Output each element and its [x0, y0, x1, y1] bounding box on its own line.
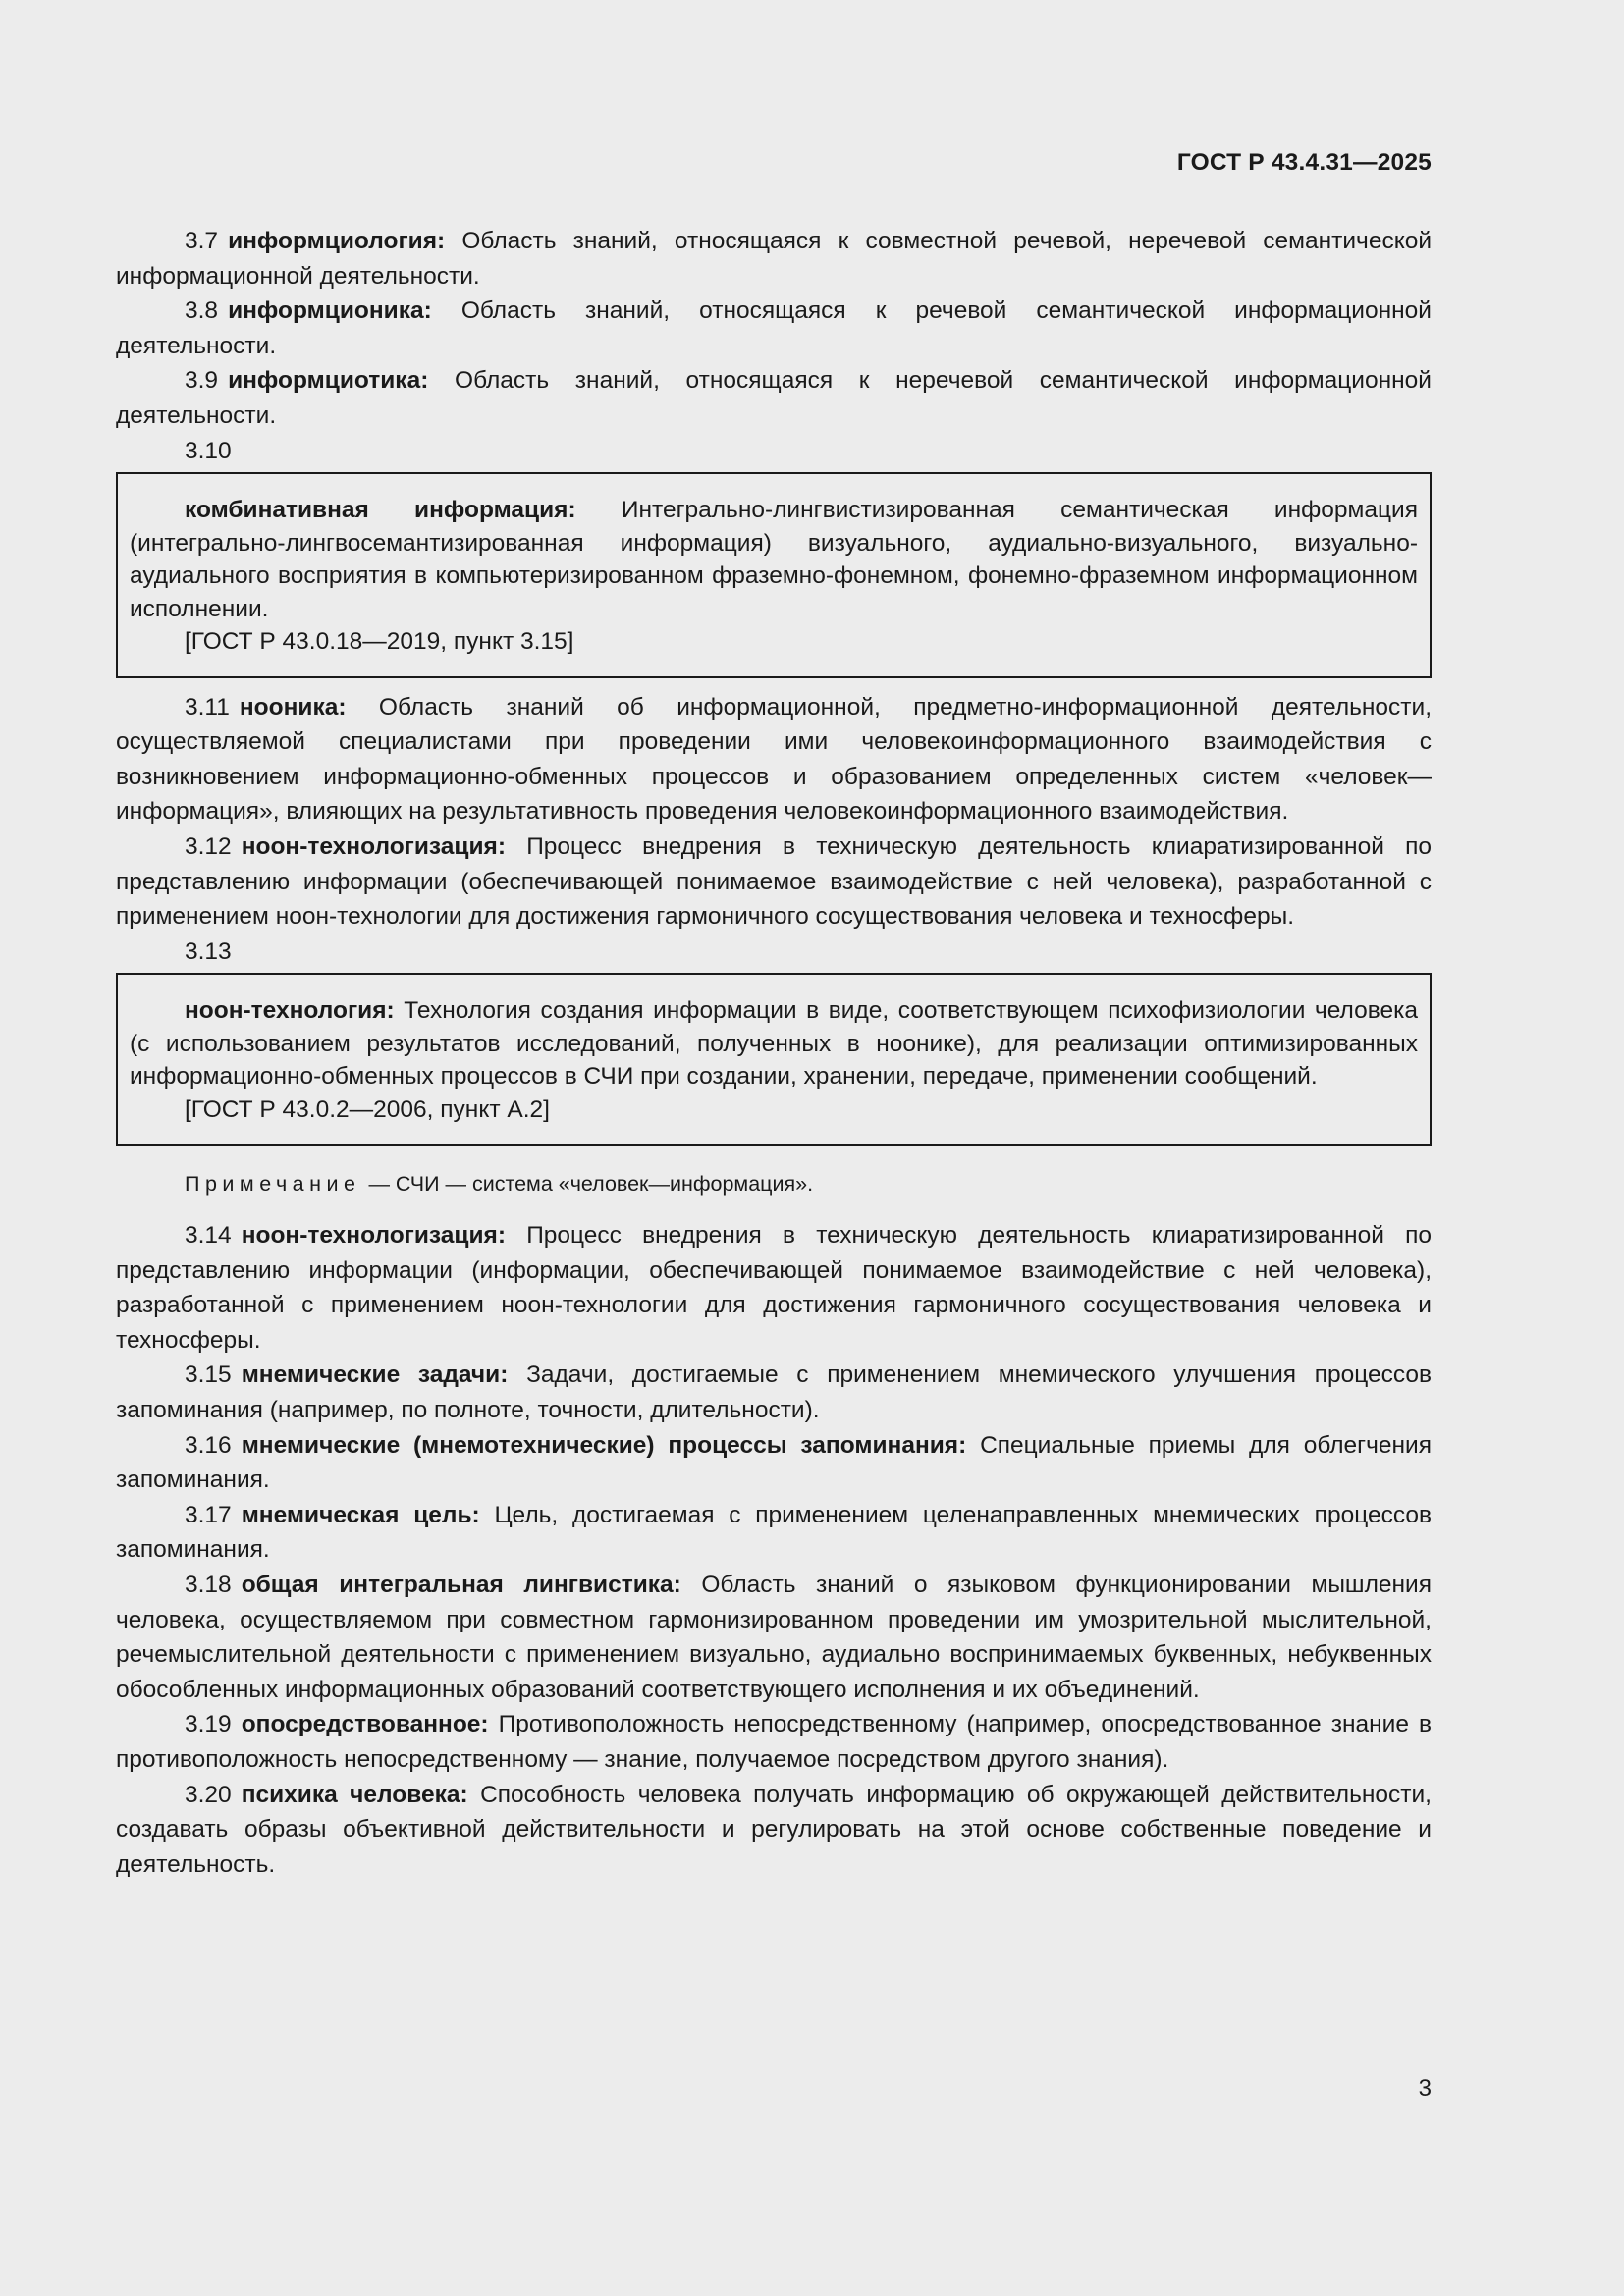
quoted-term-box [116, 472, 1432, 678]
boxed-term-number: 3.10 [185, 437, 232, 464]
term-entry [116, 1498, 1432, 1568]
quoted-term-box [116, 973, 1432, 1146]
term-definition: Область знаний о языковом функционировании мышления человека, осуществляемом при совместном гармонизированном проведении им умозрительной мыслительной, речемыслительной деятельности с применением визуально, аудиально воспринимаемых буквенных, небуквенных обособленных информационных образований соответствующего исполнения и их объединений. [116, 1571, 1432, 1703]
term-definition: Область знаний об информационной, предметно-информационной деятельности, осуществляемой специалистами при проведении ими человекоинформационного взаимодействия с возникновением информационно-обменных процессов и образованием определенных систем «человек—информация», влияющих на результативность проведения человекоинформационного взаимодействия. [116, 693, 1432, 826]
term-definition: Противоположность непосредственному (например, опосредствованное знание в противоположность непосредственному — знание, получаемое посредством другого знания). [116, 1711, 1433, 1773]
term-definition: Технология создания информации в виде, соответствующем психофизиологии человека (с использованием результатов исследований, полученных в ноонике), для реализации оптимизированных информационно-обменных процессов в СЧИ при создании, хранении, передаче, применении сообщений. [130, 997, 1418, 1091]
term-entry [116, 829, 1432, 934]
document-id-header: ГОСТ Р 43.4.31—2025 [1176, 149, 1432, 176]
term-name: ноон-технологизация: [241, 833, 506, 861]
term-number: 3.8 [185, 297, 219, 325]
term-name: общая интегральная лингвистика: [241, 1571, 681, 1598]
note-text: — СЧИ — система «человек—информация». [368, 1172, 814, 1197]
term-name: психика человека: [241, 1781, 468, 1808]
term-name: нооника: [239, 693, 347, 721]
boxed-term-number: 3.13 [185, 937, 232, 965]
term-entry [116, 690, 1432, 829]
terms-section [116, 224, 1432, 1882]
term-name: ноон-технология: [185, 997, 395, 1025]
term-number: 3.17 [185, 1501, 232, 1528]
term-definition: Процесс внедрения в техническую деятельность клиаратизированной по представлению информации (информации, обеспечивающей понимаемое взаимодействие с ней человека), разработанной с применением ноон-технологии для достижения гармоничного сосуществования человека и техносферы. [116, 1222, 1432, 1354]
term-name: мнемическая цель: [241, 1501, 480, 1528]
term-definition: Область знаний, относящаяся к совместной речевой, неречевой семантической информационной деятельности. [116, 228, 1433, 290]
term-entry [116, 1778, 1432, 1883]
term-number: 3.19 [185, 1711, 232, 1738]
term-entry [116, 1707, 1432, 1777]
term-number: 3.14 [185, 1222, 232, 1249]
term-definition: Задачи, достигаемые с применением мнемического улучшения процессов запоминания (например, по полноте, точности, длительности). [116, 1362, 1433, 1423]
term-number: 3.18 [185, 1571, 232, 1598]
term-number: 3.7 [185, 228, 219, 254]
term-entry [116, 294, 1432, 363]
term-number: 3.11 [185, 693, 230, 721]
note [116, 1167, 1432, 1202]
page-number: 3 [1418, 2075, 1432, 2102]
term-entry [116, 224, 1432, 294]
term-number: 3.9 [185, 367, 219, 395]
term-entry [130, 994, 1418, 1094]
term-definition: Цель, достигаемая с применением целенаправленных мнемических процессов запоминания. [116, 1501, 1432, 1564]
term-definition: Процесс внедрения в техническую деятельность клиаратизированной по представлению информации (обеспечивающей понимаемое взаимодействие с ней человека), разработанной с применением ноон-технологии для достижения гармоничного сосуществования человека и техносферы. [116, 833, 1432, 931]
term-definition: Специальные приемы для облегчения запоминания. [116, 1431, 1432, 1494]
term-source-reference: [ГОСТ Р 43.0.2—2006, пункт А.2] [185, 1095, 550, 1123]
term-entry [116, 363, 1432, 433]
term-entry [116, 1568, 1432, 1707]
term-entry [116, 1428, 1432, 1498]
term-source-reference: [ГОСТ Р 43.0.18—2019, пункт 3.15] [185, 628, 574, 656]
term-name: комбинативная информация: [185, 497, 576, 524]
term-name: мнемические (мнемотехнические) процессы запоминания: [241, 1431, 967, 1459]
term-number: 3.15 [185, 1362, 232, 1389]
term-name: информционика: [228, 297, 432, 325]
term-definition: Интегрально-лингвистизированная семантическая информация (интегрально-лингвосемантизированная информация) визуального, аудиально-визуального, визуально-аудиального восприятия в компьютеризированном фраземно-фонемном, фонемно-фраземном информационном исполнении. [130, 497, 1418, 622]
term-name: опосредствованное: [241, 1711, 489, 1738]
term-name: информциотика: [228, 367, 429, 395]
term-number: 3.12 [185, 833, 232, 861]
term-definition: Способность человека получать информацию об окружающей действительности, создавать образы объективной действительности и регулировать на этой основе собственные поведение и деятельность. [116, 1781, 1432, 1878]
term-name: информциология: [228, 228, 446, 254]
term-number: 3.20 [185, 1781, 232, 1808]
term-name: мнемические задачи: [241, 1362, 509, 1389]
term-entry [130, 494, 1418, 625]
note-label: Примечание [185, 1172, 361, 1197]
term-entry [116, 1218, 1432, 1358]
term-number: 3.16 [185, 1431, 232, 1459]
term-entry [116, 1358, 1432, 1427]
term-definition: Область знаний, относящаяся к неречевой семантической информационной деятельности. [116, 367, 1432, 429]
term-definition: Область знаний, относящаяся к речевой семантической информационной деятельности. [116, 297, 1432, 359]
term-name: ноон-технологизация: [241, 1222, 506, 1249]
